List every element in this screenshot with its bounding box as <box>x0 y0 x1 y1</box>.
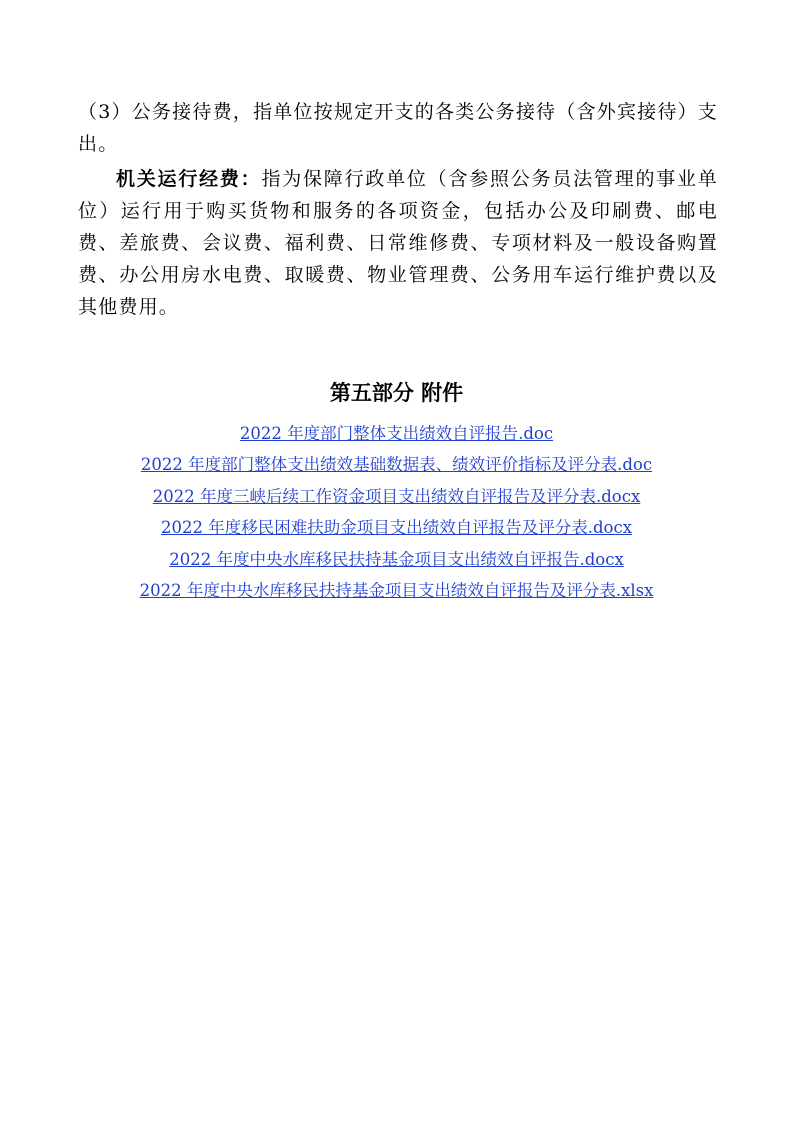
section-title: 第五部分 附件 <box>329 381 464 405</box>
attachment-link-three-gorges[interactable]: 2022 年度三峡后续工作资金项目支出绩效自评报告及评分表.docx <box>152 486 641 506</box>
attachment-item <box>0 512 793 543</box>
attachment-item <box>0 418 793 449</box>
attachment-link-overall-data-table[interactable]: 2022 年度部门整体支出绩效基础数据表、绩效评价指标及评分表.doc <box>140 455 653 475</box>
paragraph-hospitality-expense: （3）公务接待费，指单位按规定开支的各类公务接待（含外宾接待）支出。 <box>78 101 718 155</box>
attachment-link-migrant-aid[interactable]: 2022 年度移民困难扶助金项目支出绩效自评报告及评分表.docx <box>160 518 633 538</box>
attachment-link-reservoir-xlsx[interactable]: 2022 年度中央水库移民扶持基金项目支出绩效自评报告及评分表.xlsx <box>139 580 654 600</box>
attachment-item <box>0 544 793 575</box>
attachment-list <box>0 418 793 606</box>
term-operating-expense: 机关运行经费： <box>116 168 262 190</box>
attachment-item <box>0 449 793 480</box>
attachment-item <box>0 481 793 512</box>
paragraph-operating-expense <box>78 163 718 323</box>
definition-operating-expense: 指为保障行政单位（含参照公务员法管理的事业单位）运行用于购买货物和服务的各项资金，包括办公及印刷费、邮电费、差旅费、会议费、福利费、日常维修费、专项材料及一般设备购置费、办公用房水电费、取暖费、物业管理费、公务用车运行维护费以及其他费用。 <box>78 168 718 318</box>
attachment-item <box>0 575 793 606</box>
attachment-link-overall-report[interactable]: 2022 年度部门整体支出绩效自评报告.doc <box>239 424 554 443</box>
attachment-link-reservoir-report[interactable]: 2022 年度中央水库移民扶持基金项目支出绩效自评报告.docx <box>169 549 624 569</box>
